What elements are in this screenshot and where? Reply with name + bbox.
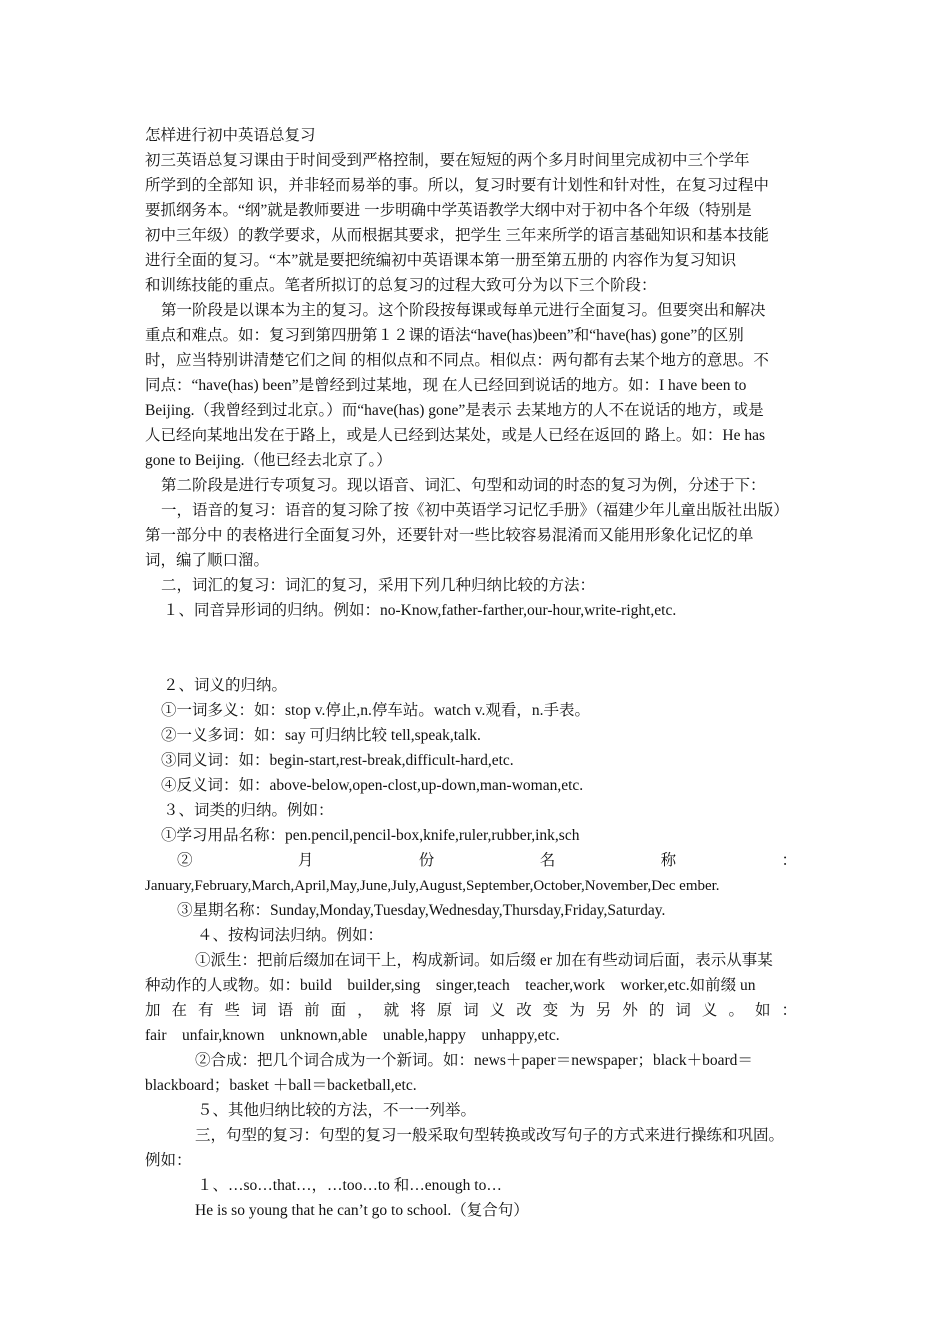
paragraph-line: fair unfair,known unknown,able unable,happy unhappy,etc. bbox=[145, 1027, 560, 1044]
paragraph-line: 要抓纲务本。“纲”就是教师要进 一步明确中学英语教学大纲中对于初中各个年级（特别是 bbox=[145, 202, 752, 219]
document-title: 怎样进行初中英语总复习 bbox=[145, 127, 316, 144]
paragraph-line: ②一义多词：如：say 可归纳比较 tell,speak,talk. bbox=[161, 727, 481, 744]
paragraph-line: January,February,March,April,May,June,July,August,September,October,November,Dec ember. bbox=[145, 878, 720, 894]
paragraph-line: gone to Beijing.（他已经去北京了。） bbox=[145, 452, 392, 469]
paragraph-line: ①学习用品名称：pen.pencil,pencil-box,knife,ruler,rubber,ink,sch bbox=[161, 827, 580, 844]
paragraph-line: １、…so…that…，…too…to 和…enough to… bbox=[197, 1177, 502, 1194]
paragraph-line: 三，句型的复习：句型的复习一般采取句型转换或改写句子的方式来进行操练和巩固。 bbox=[195, 1127, 785, 1144]
paragraph-line: 一，语音的复习：语音的复习除了按《初中英语学习记忆手册》（福建少年儿童出版社出版） bbox=[161, 502, 789, 519]
paragraph-line: 同点：“have(has) been”是曾经到过某地，现 在人已经回到说话的地方。如：I have been to bbox=[145, 377, 747, 394]
paragraph-line: ２、词义的归纳。 bbox=[163, 677, 288, 694]
paragraph-line: ④反义词：如：above-below,open-clost,up-down,man-woman,etc. bbox=[161, 777, 584, 794]
paragraph-line: 重点和难点。如：复习到第四册第１２课的语法“have(has)been”和“have(has) gone”的区别 bbox=[145, 327, 744, 344]
paragraph-line: ４、按构词法归纳。例如： bbox=[197, 927, 384, 944]
paragraph-line: ③同义词：如：begin-start,rest-break,difficult-hard,etc. bbox=[161, 752, 514, 769]
paragraph-line: ③星期名称：Sunday,Monday,Tuesday,Wednesday,Thursday,Friday,Saturday. bbox=[177, 902, 666, 919]
paragraph-line: ②合成：把几个词合成为一个新词。如：news＋paper＝newspaper；black＋board＝ bbox=[195, 1052, 753, 1069]
paragraph-line: 初中三年级）的教学要求，从而根据其要求，把学生 三年来所学的语言基础知识和基本技能 bbox=[145, 227, 769, 244]
paragraph-line: 进行全面的复习。“本”就是要把统编初中英语课本第一册至第五册的 内容作为复习知识 bbox=[145, 252, 737, 269]
paragraph-line: 二，词汇的复习：词汇的复习，采用下列几种归纳比较的方法： bbox=[161, 577, 596, 594]
paragraph-line: 例如： bbox=[145, 1152, 192, 1169]
paragraph-line: 第一部分中 的表格进行全面复习外，还要针对一些比较容易混淆而又能用形象化记忆的单 bbox=[145, 527, 754, 544]
paragraph-line: ①派生：把前后缀加在词干上，构成新词。如后缀 er 加在有些动词后面，表示从事某 bbox=[195, 952, 773, 969]
paragraph-line: blackboard；basket ＋ball＝backetball,etc. bbox=[145, 1077, 417, 1094]
paragraph-line: 第二阶段是进行专项复习。现以语音、词汇、句型和动词的时态的复习为例，分述于下： bbox=[161, 477, 766, 494]
paragraph-line: 和训练技能的重点。笔者所拟订的总复习的过程大致可分为以下三个阶段： bbox=[145, 277, 657, 294]
paragraph-line: 加 在 有 些 词 语 前 面 ， 就 将 原 词 义 改 变 为 另 外 的 词 义 。 如 ： bbox=[145, 1002, 797, 1019]
paragraph-line: 所学到的全部知 识，并非轻而易举的事。所以，复习时要有计划性和针对性，在复习过程中 bbox=[145, 177, 769, 194]
paragraph-line: 人已经向某地出发在于路上，或是人已经到达某处，或是人已经在返回的 路上。如：He has bbox=[145, 427, 765, 444]
paragraph-line: He is so young that he can’t go to school.（复合句） bbox=[195, 1202, 529, 1219]
paragraph-line: １、同音异形词的归纳。例如：no-Know,father-farther,our-hour,write-right,etc. bbox=[163, 602, 677, 619]
paragraph-line: ３、词类的归纳。例如： bbox=[163, 802, 334, 819]
paragraph-line: 种动作的人或物。如：build builder,sing singer,teach teacher,work worker,etc.如前缀 un bbox=[145, 977, 756, 994]
paragraph-line: 词，编了顺口溜。 bbox=[145, 552, 270, 569]
paragraph-line: 时，应当特别讲清楚它们之间 的相似点和不同点。相似点：两句都有去某个地方的意思。不 bbox=[145, 352, 769, 369]
paragraph-line: ①一词多义：如：stop v.停止,n.停车站。watch v.观看，n.手表。 bbox=[161, 702, 590, 719]
paragraph-line: 第一阶段是以课本为主的复习。这个阶段按每课或每单元进行全面复习。但要突出和解决 bbox=[161, 302, 766, 319]
paragraph-line: ② 月 份 名 称 ： bbox=[177, 852, 797, 869]
paragraph-line: ５、其他归纳比较的方法，不一一列举。 bbox=[197, 1102, 477, 1119]
paragraph-line: 初三英语总复习课由于时间受到严格控制，要在短短的两个多月时间里完成初中三个学年 bbox=[145, 152, 750, 169]
paragraph-line: Beijing.（我曾经到过北京。）而“have(has) gone”是表示 去某地方的人不在说话的地方，或是 bbox=[145, 402, 764, 419]
